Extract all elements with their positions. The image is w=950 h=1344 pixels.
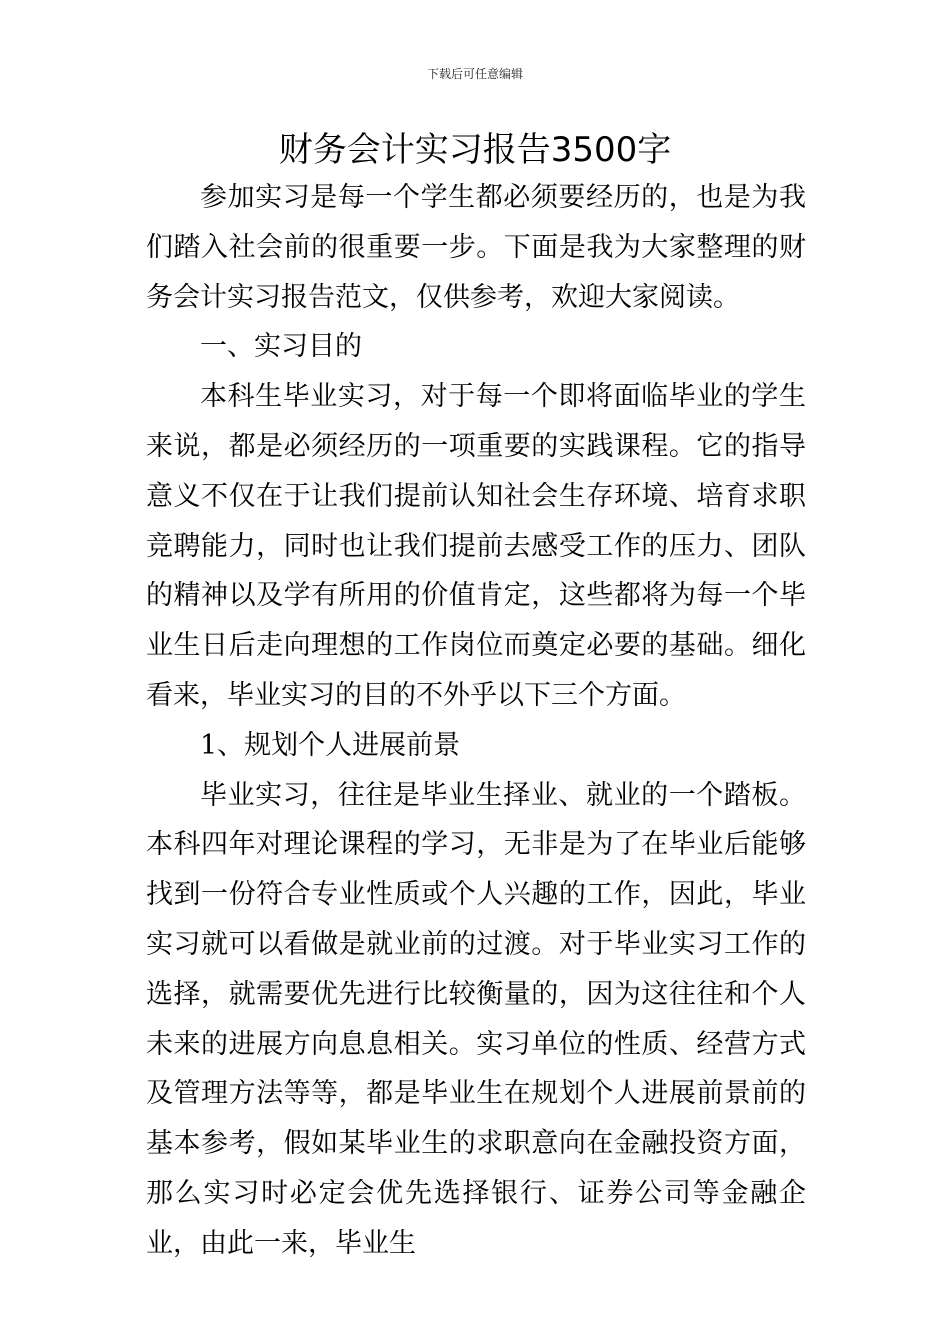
- page-header-note: 下载后可任意编辑: [426, 67, 523, 81]
- paragraph-purpose: 本科生毕业实习，对于每一个即将面临毕业的学生来说，都是必须经历的一项重要的实践课程。它的指导意义不仅在于让我们提前认知社会生存环境、培育求职竞聘能力，同时也让我们提前去感受工作的压力、团队的精神以及学有所用的价值肯定，这些都将为每一个毕业生日后走向理想的工作岗位而奠定必要的基础。细化看来，毕业实习的目的不外乎以下三个方面。: [146, 381, 806, 711]
- section-heading-purpose: 一、实习目的: [200, 331, 362, 363]
- document-body: [146, 173, 806, 1269]
- paragraph-intro: 参加实习是每一个学生都必须要经历的，也是为我们踏入社会前的很重要一步。下面是我为大家整理的财务会计实习报告范文，仅供参考，欢迎大家阅读。: [146, 182, 806, 313]
- subsection-heading-planning: 1、规划个人进展前景: [200, 729, 461, 761]
- document-title: 财务会计实习报告3500字: [278, 130, 672, 170]
- paragraph-planning: 毕业实习，往往是毕业生择业、就业的一个踏板。本科四年对理论课程的学习，无非是为了在毕业后能够找到一份符合专业性质或个人兴趣的工作，因此，毕业实习就可以看做是就业前的过渡。对于毕业实习工作的选择，就需要优先进行比较衡量的，因为这往往和个人未来的进展方向息息相关。实习单位的性质、经营方式及管理方法等等，都是毕业生在规划个人进展前景前的基本参考，假如某毕业生的求职意向在金融投资方面，那么实习时必定会优先选择银行、证券公司等金融企业，由此一来，毕业生: [146, 779, 806, 1259]
